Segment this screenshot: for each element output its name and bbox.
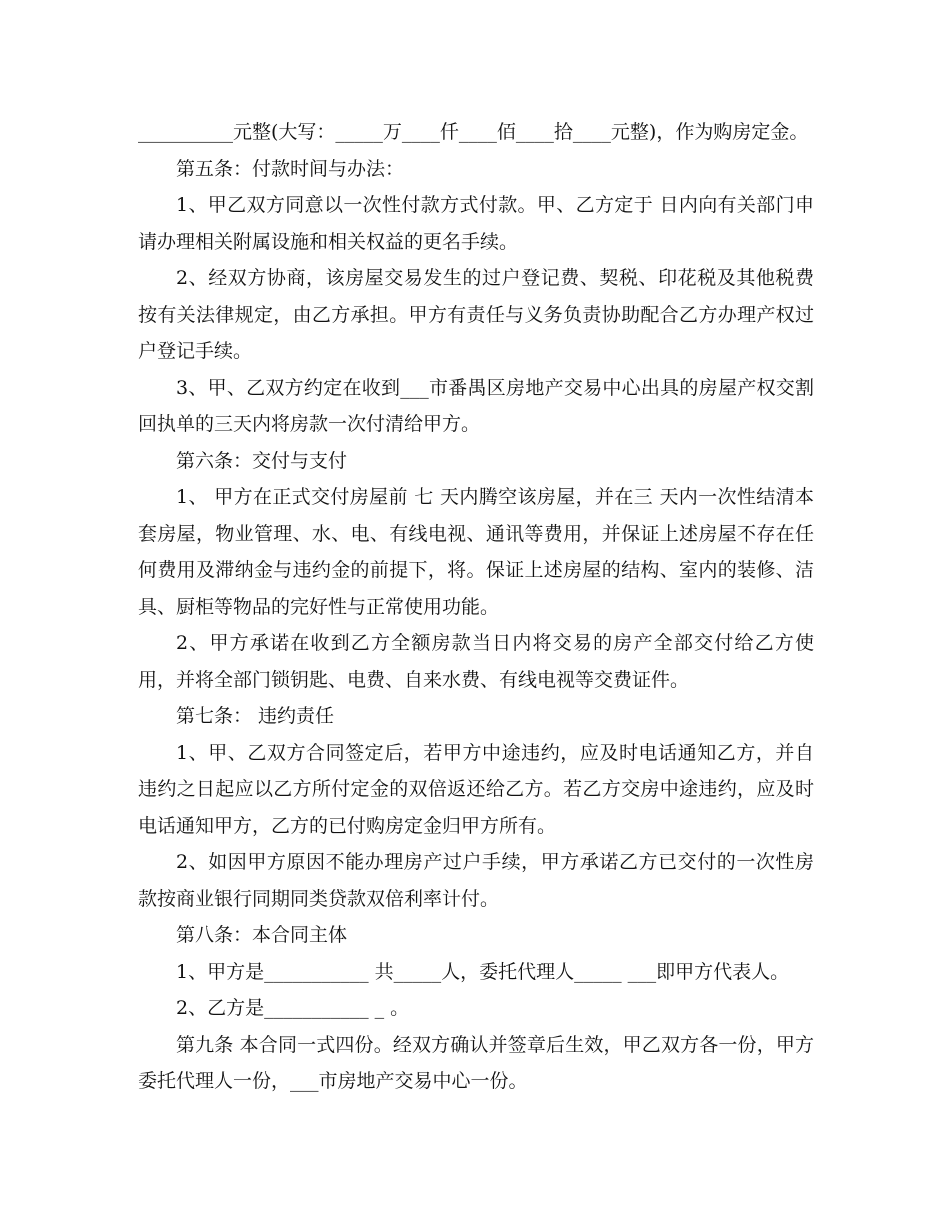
deposit-amount-line: __________元整(大写：_____万____仟____佰____拾____元整)，作为购房定金。 [138,121,809,143]
article-7-heading: 第七条： 违约责任 [176,705,335,727]
article-7-clause-2: 2、如因甲方原因不能办理房产过户手续，甲方承诺乙方已交付的一次性房款按商业银行同期同类贷款双倍利率计付。 [138,851,814,910]
article-5-clause-2: 2、经双方协商，该房屋交易发生的过户登记费、契税、印花税及其他税费按有关法律规定，由乙方承担。甲方有责任与义务负责协助配合乙方办理产权过户登记手续。 [138,267,814,362]
article-8-clause-2: 2、乙方是___________ _ 。 [176,997,410,1019]
article-6-clause-2: 2、甲方承诺在收到乙方全额房款当日内将交易的房产全部交付给乙方使用，并将全部门锁钥匙、电费、自来水费、有线电视等交费证件。 [138,632,814,691]
article-6-heading: 第六条：交付与支付 [176,449,348,472]
article-5-clause-3: 3、甲、乙双方约定在收到___市番禺区房地产交易中心出具的房屋产权交割回执单的三天内将房款一次付清给甲方。 [138,376,814,435]
article-6-clause-1: 1、 甲方在正式交付房屋前 七 天内腾空该房屋，并在三 天内一次性结清本套房屋，物业管理、水、电、有线电视、通讯等费用，并保证上述房屋不存在任何费用及滞纳金与违约金的前提下，将。保证上述房屋的结构、室内的装修、洁具、厨柜等物品的完好性与正常使用功能。 [138,486,814,618]
article-5-clause-1: 1、甲乙双方同意以一次性付款方式付款。甲、乙方定于 日内向有关部门申请办理相关附属设施和相关权益的更名手续。 [138,194,814,253]
article-9: 第九条 本合同一式四份。经双方确认并签章后生效，甲乙双方各一份，甲方委托代理人一份，___市房地产交易中心一份。 [138,1033,814,1092]
article-8-clause-1: 1、甲方是___________ 共_____人，委托代理人_____ ___即甲方代表人。 [176,960,790,983]
document-body [138,114,814,1100]
article-7-clause-1: 1、甲、乙双方合同签定后，若甲方中途违约，应及时电话通知乙方，并自违约之日起应以乙方所付定金的双倍返还给乙方。若乙方交房中途违约，应及时电话通知甲方，乙方的已付购房定金归甲方所有。 [138,741,814,837]
article-5-heading: 第五条：付款时间与办法： [176,157,405,180]
article-8-heading: 第八条：本合同主体 [176,924,348,946]
